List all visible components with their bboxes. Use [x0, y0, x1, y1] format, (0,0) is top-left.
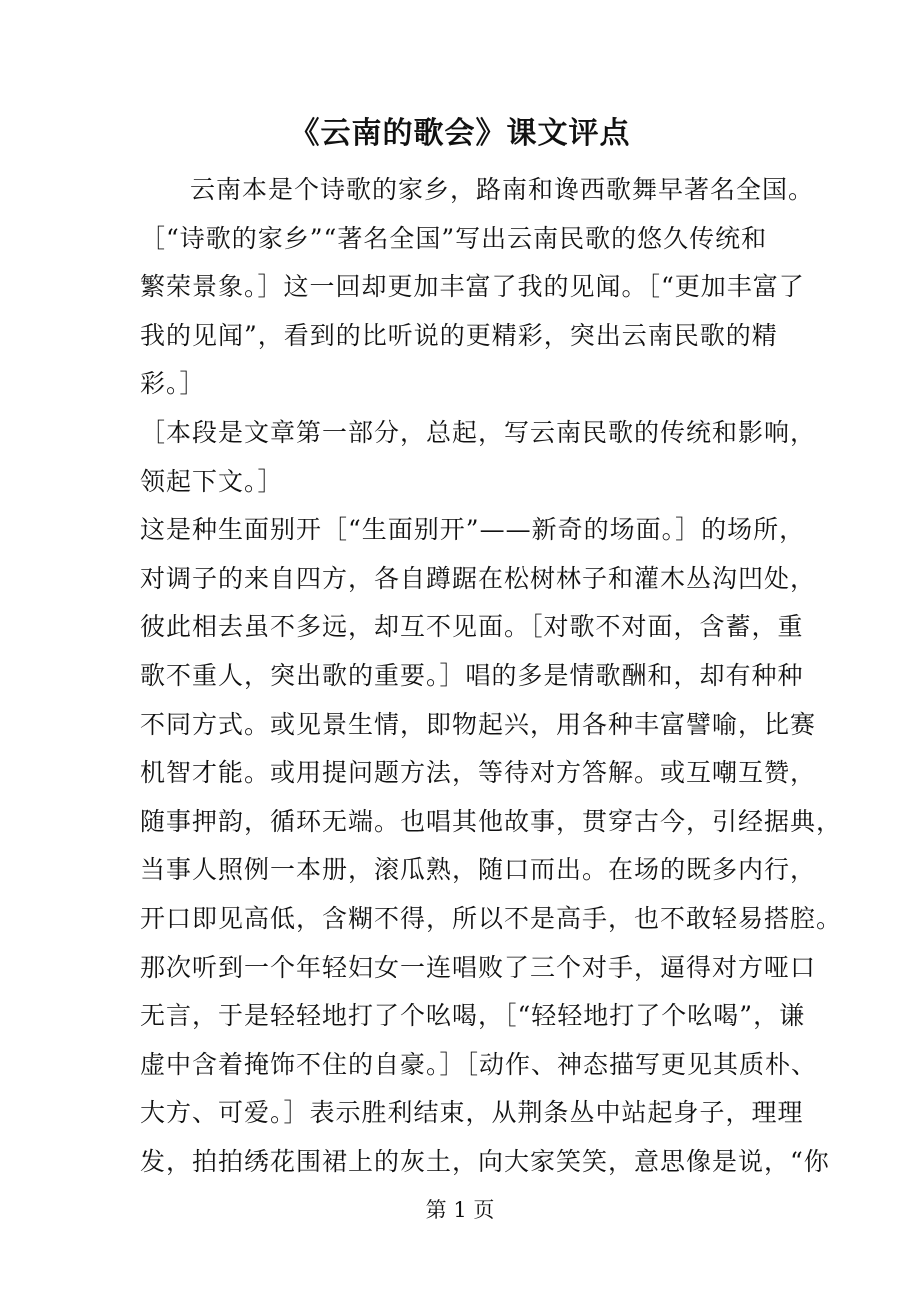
text-line: ［本段是文章第一部分，总起，写云南民歌的传统和影响，: [140, 417, 817, 447]
text-line: 无言，于是轻轻地打了个吆喝，［“轻轻地打了个吆喝”，谦: [140, 1001, 806, 1031]
text-line: 彼此相去虽不多远，却互不见面。［对歌不对面，含蓄，重: [140, 612, 804, 642]
text-line: 歌不重人，突出歌的重要。］唱的多是情歌酬和，却有种种: [140, 660, 804, 690]
text-line: 当事人照例一本册，滚瓜熟，随口而出。在场的既多内行，: [140, 855, 817, 885]
text-line: 发，拍拍绣花围裙上的灰土，向大家笑笑，意思像是说，“你: [140, 1146, 830, 1176]
text-line: 彩。］: [140, 369, 206, 399]
text-line: 繁荣景象。］这一回却更加丰富了我的见闻。［“更加丰富了: [140, 272, 805, 302]
text-line: 不同方式。或见景生情，即物起兴，用各种丰富譬喻，比赛: [140, 709, 817, 739]
text-line: 随事押韵，循环无端。也唱其他故事，贯穿古今，引经据典，: [140, 806, 843, 836]
text-line: 云南本是个诗歌的家乡，路南和谗西歌舞早著名全国。: [190, 175, 815, 204]
text-line: 这是种生面别开［“生面别开”——新奇的场面。］的场所，: [140, 515, 806, 545]
text-line: 大方、可爱。］表示胜利结束，从荆条丛中站起身子，理理: [140, 1098, 804, 1128]
text-line: 领起下文。］: [140, 466, 284, 496]
text-line: 虚中含着掩饰不住的自豪。］［动作、神态描写更见其质朴、: [140, 1049, 818, 1079]
text-line: ［“诗歌的家乡”“著名全国”写出云南民歌的悠久传统和: [140, 223, 768, 253]
text-line: 机智才能。或用提问题方法，等待对方答解。或互嘲互赞，: [140, 758, 817, 788]
text-line: 我的见闻”，看到的比听说的更精彩，突出云南民歌的精: [140, 320, 778, 350]
page-number: 第 1 页: [425, 1198, 495, 1222]
document-body: [140, 166, 843, 1186]
text-line: 开口即见高低，含糊不得，所以不是高手，也不敢轻易搭腔。: [140, 903, 843, 933]
text-line: 对调子的来自四方，各自蹲踞在松树林子和灌木丛沟凹处，: [140, 563, 817, 593]
text-line: 那次听到一个年轻妇女一连唱败了三个对手，逼得对方哑口: [140, 952, 817, 982]
document-title: 《云南的歌会》课文评点: [289, 116, 631, 151]
